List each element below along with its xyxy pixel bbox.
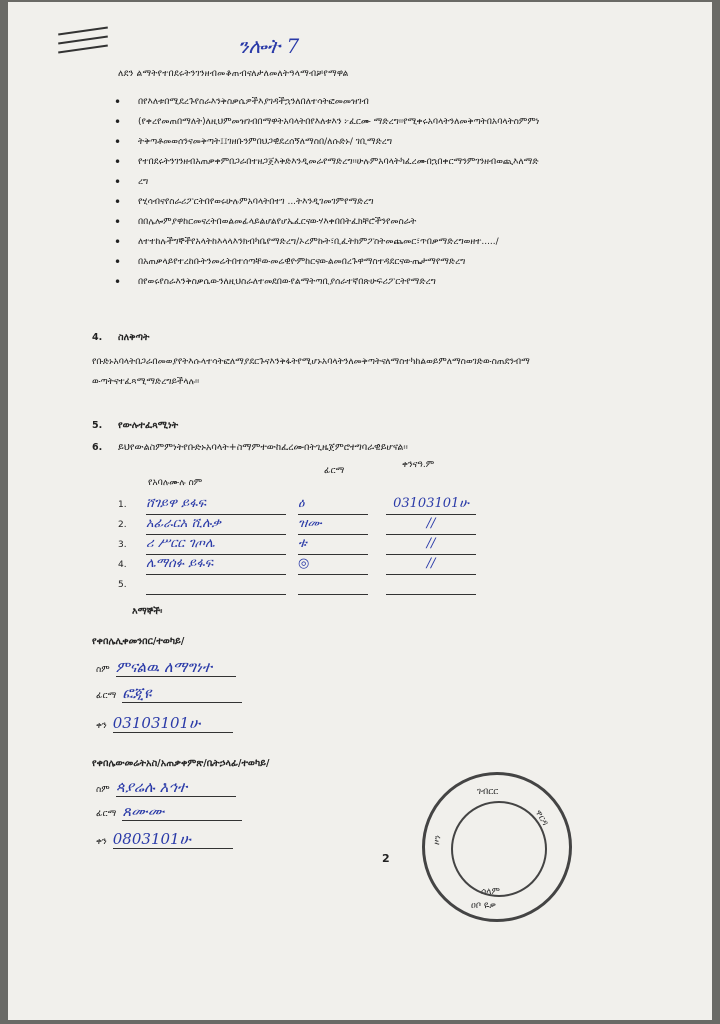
- section-5-title: 5. የውሉተፈጻሚነት: [92, 420, 179, 431]
- intro-line: ለደን ልማትየተበደሩትንገንዘብመቆጠብናለታለመለትዓላማብቻየማዋል: [118, 69, 349, 79]
- kebele-chair-signature-field: ፊርማ ፎጂዩ: [96, 684, 242, 703]
- list-item: • ረግ: [108, 172, 698, 192]
- kebele-chair-name-field: ስም ምናልዉ ለማግነተ: [96, 658, 236, 677]
- top-stroke-marks: [58, 30, 108, 64]
- annex-heading: ንሎት 7: [238, 34, 300, 58]
- page-number: 2: [382, 852, 390, 865]
- land-office-date-field: ቀን 0803101ሁ: [96, 830, 233, 849]
- table-row: 2. አፊራርአ ሺሉቃ ዝሙ //: [118, 516, 498, 536]
- column-header-signature: ፊርማ: [324, 466, 345, 476]
- duties-list: [108, 92, 698, 292]
- witnesses-label: እማኞች፡: [132, 606, 163, 617]
- table-row: 3. ሪ ሥርር ገጦሌ ቱ //: [118, 536, 498, 556]
- section-6-title: 6. ይህየውልስምምነትየቡድኑአባላት+ስማምተውከፈረሙበትጊዜጀምሮተግባራዊይሆናል፡፡: [92, 442, 408, 453]
- list-item: • የተበደሩትንገንዘብአጠቃቀምበጋራበተዘጋጀእቅድእንዲመራየማድረግ፡፡ሁሉምአባላትካፈረሙበኋበቀርማንምገንዘብወጪእለማድ: [108, 152, 698, 172]
- official-seal-stamp: ገብርር ዋርዳ ዞን ሰላም ዐቦ ዬቃ: [422, 772, 572, 922]
- document-page: [8, 2, 712, 1020]
- kebele-chair-date-field: ቀን 03103101ሁ: [96, 714, 233, 733]
- list-item: • (የቀረየመጠበማለት)ለዚህምመዝገብበማዋትአባላትበየእለቱእን ፦ፈርሙ ማድረግ፡፡የሚቀሩአባላትንለመቅጣትበአባላትስምምነ: [108, 112, 698, 132]
- column-header-name: የአባሉሙሉ ስም: [148, 478, 203, 488]
- land-office-signature-field: ፊርማ ጸሙሙ: [96, 802, 242, 821]
- section-4-title: 4. ስለቅጣት: [92, 332, 150, 343]
- list-item: • በየወሩየስራእንቅስቃሴውንለዚህስራለተመደበውየልማትጣቢያሰራተኛበጽሁፍሪፖርትየማድረግ: [108, 272, 698, 292]
- table-row: 4. ሌማሰፉ ይፋፍ ◎ //: [118, 556, 498, 576]
- list-item: • ለተተከሉችግኞችየአላትከእላላእንክብካቤየማድረግ/ኦረምኩት፣ቢፈትክምፖስትመጨመር፣ጥበቃማድረግወዘተ...../: [108, 232, 698, 252]
- section-4-text: የቡድኑአባላትበጋራበመወያየትእሱላተሳትፎለማያደርጉናእንቅፋትየሚሆኑአባላትንለመቅጣትናለማስተካከልወይምለማስወገድውስጠደንብማ ውጣትናተፈጻሚማድረግይችላሉ፡፡: [92, 357, 530, 387]
- land-office-label: የቀበሌውመሬትአስ/አጠቃቀምጽ/ቤትኃላፊ/ተወካይ/: [92, 758, 270, 769]
- table-row: 1. ሸገይዋ ይፋፍ ዕ 03103101ሁ: [118, 496, 498, 516]
- list-item: • ትቅጣቶመወሰንናመቅጣት፤፤ገዘቡንምበህጋዊደረሰኝለማስበ/ለሱድኑ/ ገቢማድረግ: [108, 132, 698, 152]
- table-row: 5.: [118, 576, 498, 596]
- column-header-date: ቀንናዓ.ም: [402, 460, 435, 470]
- land-office-name-field: ስም ጳያሬሉ እኅተ: [96, 778, 236, 797]
- list-item: • በአጠቃላይየተረከቡትንመሬትበተሰጣቸውመሬዊዮምከርናውልመበረጉዋማስተዳደርናውጤታማየማድረግ: [108, 252, 698, 272]
- kebele-chair-label: የቀበሌሊቀመንበር/ተወካይ/: [92, 636, 185, 647]
- list-item: • በየእለቱበሚደረጉየስራእንቅስቃሴዎችእያገዳችኋንለበለተሳትፎመመዝገብ: [108, 92, 698, 112]
- list-item: • የሂሳብናየስራሪፖርትበየወሩሁሉምአባላትበተገ ...ትእንዲገመገምየማድረግ: [108, 192, 698, 212]
- list-item: • በበሌሎምያዋከርመናረትበወልመፊላይልሆልየሆኤፈርናውሃእቀበበትፈክቸሮችንየመስራት: [108, 212, 698, 232]
